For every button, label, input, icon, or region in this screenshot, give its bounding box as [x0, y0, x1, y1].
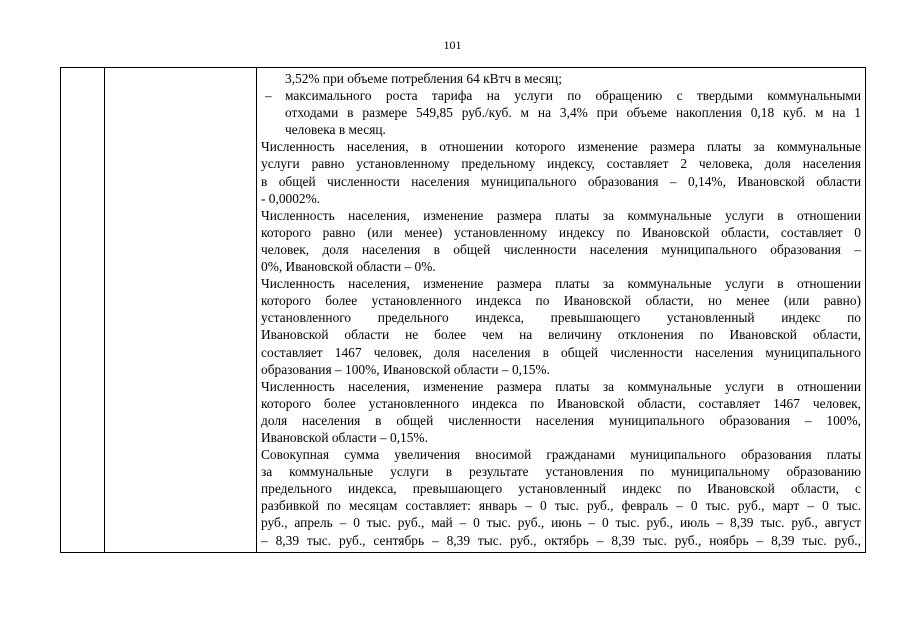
text-line-content: отходами в размере 549,85 руб./куб. м на 3,4% при объеме накопления 0,18 куб. м на 1	[285, 105, 861, 121]
text-line	[261, 275, 861, 292]
text-line-content: Численность населения, в отношении которого изменение размера платы за коммунальные	[261, 139, 861, 155]
text-line	[261, 241, 861, 258]
text-line-content: которого равно (или менее) установленному индексу по Ивановской области, составляет 0	[261, 224, 861, 240]
text-line-content: в общей численности населения муниципального образования – 0,14%, Ивановской области	[261, 173, 861, 189]
table-column-divider-2	[256, 68, 257, 552]
text-line	[261, 480, 861, 497]
text-line	[261, 378, 861, 395]
text-line-content: за коммунальные услуги в результате установления по муниципальному образованию	[261, 464, 861, 480]
text-line-content: составляет 1467 человек, доля населения в общей численности населения муниципального	[261, 344, 861, 360]
text-line-content: Ивановской области не более чем на величину отклонения по Ивановской области,	[261, 327, 861, 343]
text-line-content: Численность населения, изменение размера платы за коммунальные услуги в отношении	[261, 378, 861, 394]
text-line	[261, 429, 861, 446]
text-line	[261, 532, 861, 549]
list-dash-marker: –	[265, 88, 272, 104]
text-line	[261, 344, 861, 361]
text-line	[261, 87, 861, 104]
text-line-content: человека в месяц.	[285, 122, 386, 138]
text-line-content: установленного предельного индекса, превышающего установленный индекс по	[261, 310, 861, 326]
text-line	[261, 395, 861, 412]
text-line-content: Численность населения, изменение размера платы за коммунальные услуги в отношении	[261, 207, 861, 223]
text-line-content: – 8,39 тыс. руб., сентябрь – 8,39 тыс. руб., октябрь – 8,39 тыс. руб., ноябрь – 8,39 тыс. руб.,	[261, 532, 861, 548]
text-line-content: 3,52% при объеме потребления 64 кВтч в месяц;	[285, 71, 562, 86]
document-table	[60, 67, 866, 553]
text-line-content: максимального роста тарифа на услуги по обращению с твердыми коммунальными	[285, 88, 861, 104]
text-line	[261, 70, 861, 87]
table-text-cell	[261, 70, 861, 552]
text-line	[261, 514, 861, 531]
page-number: 101	[443, 38, 462, 52]
text-line-content: - 0,0002%.	[261, 190, 321, 206]
text-line	[261, 497, 861, 514]
text-line	[261, 207, 861, 224]
text-line	[261, 138, 861, 155]
text-line-content: которого более установленного индекса по Ивановской области, составляет 1467 человек,	[261, 395, 861, 411]
text-line-content: руб., апрель – 0 тыс. руб., май – 0 тыс. руб., июнь – 0 тыс. руб., июль – 8,39 тыс. руб., август	[261, 515, 861, 531]
text-line	[261, 292, 861, 309]
text-line-content: Ивановской области – 0,15%.	[261, 429, 428, 445]
text-line-content: которого более установленного индекса по Ивановской области, но менее (или равно)	[261, 293, 861, 309]
text-line-content: образования – 100%, Ивановской области – 0,15%.	[261, 361, 550, 377]
text-line-content: Совокупная сумма увеличения вносимой гражданами муниципального образования платы	[261, 447, 861, 463]
text-line	[261, 326, 861, 343]
text-line	[261, 309, 861, 326]
text-line-content: 0%, Ивановской области – 0%.	[261, 259, 436, 275]
text-line	[261, 104, 861, 121]
text-line	[261, 155, 861, 172]
text-line-content: доля населения в общей численности населения муниципального образования – 100%,	[261, 412, 861, 428]
text-line	[261, 463, 861, 480]
text-line	[261, 121, 861, 138]
text-line-content: предельного индекса, превышающего установленный индекс по Ивановской области, с	[261, 481, 861, 497]
text-line	[261, 258, 861, 275]
text-line	[261, 224, 861, 241]
text-line-content: услуги равно установленному предельному индексу, составляет 2 человека, доля населения	[261, 156, 861, 172]
text-line	[261, 446, 861, 463]
text-line-content: Численность населения, изменение размера платы за коммунальные услуги в отношении	[261, 276, 861, 292]
text-line-content: человек, доля населения в общей численности населения муниципального образования –	[261, 241, 861, 257]
text-line	[261, 412, 861, 429]
text-line	[261, 173, 861, 190]
text-line-content: разбивкой по месяцам составляет: январь – 0 тыс. руб., февраль – 0 тыс. руб., март – 0 тыс.	[261, 498, 861, 514]
text-line	[261, 190, 861, 207]
table-column-divider-1	[104, 68, 105, 552]
text-line	[261, 361, 861, 378]
